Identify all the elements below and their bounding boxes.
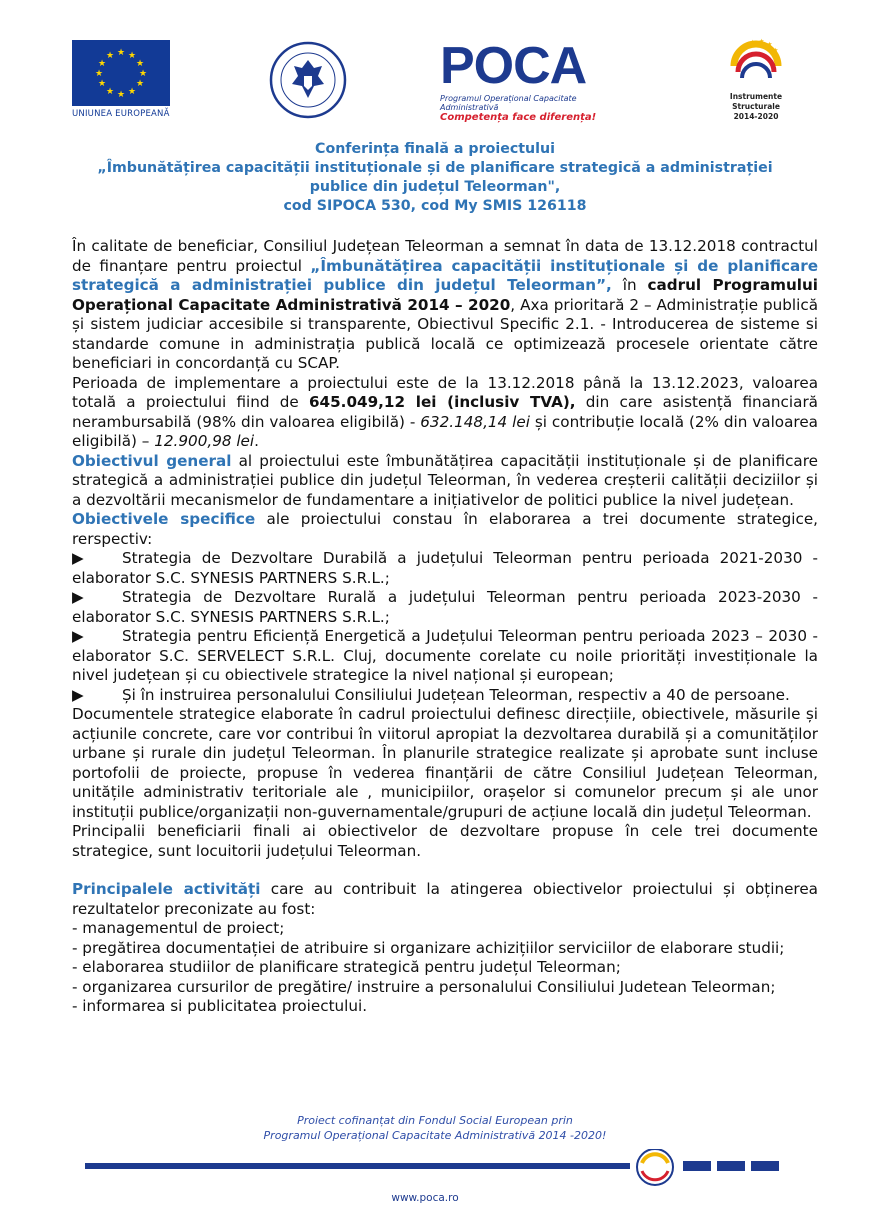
footer-cofinancing xyxy=(0,1113,870,1143)
poca-wordmark: POCA xyxy=(440,37,587,95)
instrumente-structurale-logo xyxy=(706,36,806,122)
paragraph-beneficiaries: Principalii beneficiarii finali ai obiectivelor de dezvoltare propuse în cele trei documente strategice, sunt locuitorii județului Teleorman. xyxy=(72,822,818,860)
svg-text:★: ★ xyxy=(135,59,145,69)
footer-line-1: Proiect cofinanțat din Fondul Social European prin xyxy=(297,1114,573,1127)
svg-text:★: ★ xyxy=(97,59,107,69)
paragraph-activities xyxy=(72,880,818,919)
intro-text: În calitate de beneficiar, Consiliul Județean Teleorman a semnat în data de 13.12.2018 contractul de finanțare pentru proiectul xyxy=(72,237,818,275)
general-objective-text: al proiectului este îmbunătățirea capacității instituționale și de planificare strategică a administrației publice din județul Teleorman, în vederea creșterii calității deciziilor și a dezvoltării mecanismelor de fundamentare a inițiativelor de politici publice la nivel județean. xyxy=(72,451,818,509)
activity-item: - elaborarea studiilor de planificare strategică pentru județul Teleorman; xyxy=(72,958,621,976)
paragraph-specific-objectives xyxy=(72,510,818,549)
eu-logo xyxy=(72,40,172,119)
activity-item: - pregătirea documentației de atribuire si organizare achizițiilor serviciilor de elaborare studii; xyxy=(72,938,785,957)
activities-text: care au contribuit la atingerea obiectivelor proiectului și obținerea rezultatelor preconizate au fost: xyxy=(72,880,818,918)
paragraph-general-objective xyxy=(72,452,818,511)
title-line-4: cod SIPOCA 530, cod My SMIS 126118 xyxy=(283,198,587,214)
impl-text-3: și contribuție locală (2% din valoarea eligibilă) – xyxy=(72,412,818,450)
bullet-arrow-icon: ▶ xyxy=(72,588,84,606)
general-objective-label: Obiectivul general xyxy=(72,451,232,470)
svg-text:★: ★ xyxy=(105,87,115,97)
footer-bar xyxy=(85,1163,785,1175)
activities-label: Principalele activități xyxy=(72,880,261,898)
intro-text-3: , Axa prioritară 2 – Administrație publică și sistem judiciar accesibile si transparente, Obiectivul Specific 2.1. - Introducerea de sisteme si standarde comune in administrația publică locală ce optimizează procesele orientate către beneficiari in concordanță cu SCAP. xyxy=(72,295,818,372)
svg-text:★: ★ xyxy=(767,41,773,48)
activity-item: - organizarea cursurilor de pregătire/ instruire a personalului Consiliului Judetean Teleorman; xyxy=(72,977,776,996)
svg-text:★: ★ xyxy=(138,69,148,79)
svg-text:★: ★ xyxy=(116,90,126,100)
paragraph-documents: Documentele strategice elaborate în cadrul proiectului definesc direcțiile, obiectivele, măsurile și acțiunile concrete, care vor contribui în viitorul apropiat la dezvoltarea durabilă și a comunităților urbane și rurale din județul Teleorman. În planurile strategice realizate și aprobate sunt incluse portofolii de proiecte, propuse în vederea finanțării de către Consiliul Județean Teleorman, unitățile administrativ teritoriale ale , municipiilor, orașelor si comunelor precum și ale unor instituții publice/organizații non-guvernamentale/grupuri de acțiune locală din județul Teleorman. xyxy=(72,705,818,821)
impl-text-2: din care asistență financiară nerambursabilă (98% din valoarea eligibilă) - xyxy=(72,393,818,431)
poca-program-name: Programul Operațional Capacitate Administrativă xyxy=(440,94,577,112)
title-line-2: „Îmbunătățirea capacității instituționale și de planificare strategică a administrației xyxy=(97,160,773,176)
svg-text:★: ★ xyxy=(116,48,126,58)
specific-objectives-text: ale proiectului constau în elaborarea a trei documente strategice, rerspectiv: xyxy=(72,510,819,548)
bullet-item xyxy=(72,686,818,706)
paragraph-intro xyxy=(72,237,818,374)
instrumente-structurale-icon xyxy=(726,36,786,88)
government-seal-icon xyxy=(268,40,348,120)
footer-line-2: Programul Operațional Capacitate Administrativă 2014 -2020! xyxy=(263,1129,607,1142)
svg-text:★: ★ xyxy=(127,87,137,97)
poca-slogan: Competența face diferența! xyxy=(440,112,597,123)
local-contribution: 12.900,98 lei xyxy=(154,432,255,450)
grant-value: 632.148,14 lei xyxy=(420,412,530,431)
bullet-text: Strategia de Dezvoltare Durabilă a județului Teleorman pentru perioada 2021-2030 - elaborator S.C. SYNESIS PARTNERS S.R.L.; xyxy=(72,549,818,587)
bullet-text: Strategia pentru Eficiență Energetică a Județului Teleorman pentru perioada 2023 – 2030 - elaborator S.C. SERVELECT S.R.L. Cluj, documente corelate cu noile priorități investiționale la nivel județean și cu obiectivele strategice la nivel național și european; xyxy=(72,627,818,684)
bullet-item xyxy=(72,549,818,588)
activity-item: - informarea si publicitatea proiectului. xyxy=(72,997,368,1015)
bullet-item xyxy=(72,588,818,627)
specific-objectives-label: Obiectivele specifice xyxy=(72,510,256,528)
svg-text:★: ★ xyxy=(97,79,107,89)
eu-flag-icon xyxy=(72,40,170,106)
activity-item: - managementul de proiect; xyxy=(72,919,285,937)
svg-text:★: ★ xyxy=(759,38,765,45)
logo-bar xyxy=(0,30,870,123)
bullet-text: Strategia de Dezvoltare Rurală a județului Teleorman pentru perioada 2023-2030 - elaborator S.C. SYNESIS PARTNERS S.R.L.; xyxy=(72,588,818,626)
svg-text:★: ★ xyxy=(105,51,115,61)
eu-caption: UNIUNEA EUROPEANĂ xyxy=(72,109,170,119)
bullet-arrow-icon: ▶ xyxy=(72,549,84,567)
paragraph-implementation xyxy=(72,374,818,452)
spacer xyxy=(72,861,818,880)
bullet-arrow-icon: ▶ xyxy=(72,627,84,645)
svg-text:★: ★ xyxy=(773,47,779,54)
title-line-3: publice din județul Teleorman", xyxy=(309,179,561,195)
bullet-item xyxy=(72,627,818,686)
impl-text-4: . xyxy=(254,432,259,450)
program-name: cadrul Programului Operațional Capacitate Administrativă 2014 – 2020 xyxy=(72,276,818,314)
svg-text:★: ★ xyxy=(94,69,104,79)
intro-text-2: în xyxy=(611,276,648,294)
instr-caption-2: 2014-2020 xyxy=(733,112,779,121)
document-body xyxy=(72,237,818,1017)
svg-text:★: ★ xyxy=(127,51,137,61)
impl-text: Perioada de implementare a proiectului este de la 13.12.2018 până la 13.12.2023, valoarea totală a proiectului fiind de xyxy=(72,373,818,411)
bullet-arrow-icon: ▶ xyxy=(72,685,84,704)
project-name: „Îmbunătățirea capacității instituționale și de planificare strategică a administrației publice din județul Teleorman”, xyxy=(72,256,818,294)
document-title xyxy=(60,140,810,216)
footer-url: www.poca.ro xyxy=(391,1192,459,1204)
total-value: 645.049,12 lei (inclusiv TVA), xyxy=(308,393,576,411)
bullet-text: Și în instruirea personalului Consiliului Județean Teleorman, respectiv a 40 de persoane. xyxy=(122,685,790,704)
svg-text:★: ★ xyxy=(750,39,756,46)
title-line-1: Conferința finală a proiectului xyxy=(315,141,555,157)
poca-logo xyxy=(440,38,620,122)
instr-caption-1: Instrumente Structurale xyxy=(729,92,783,111)
svg-text:★: ★ xyxy=(135,79,145,89)
